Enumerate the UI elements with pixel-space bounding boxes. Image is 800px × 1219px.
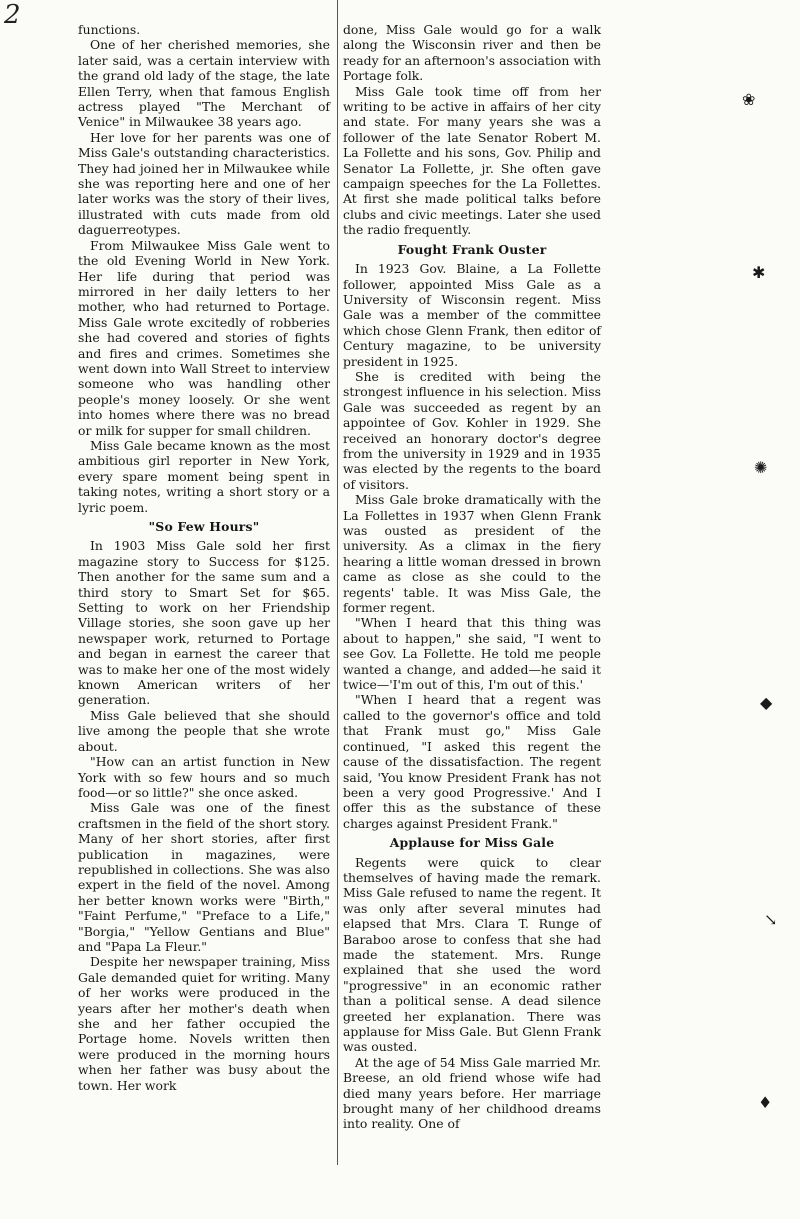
paragraph: She is credited with being the strongest influence in his selection. Miss Gale was succeeded as regent by an appointee of Gov. Kohler in 1929. She received an honorary doctor's degree from the university in 1929 and in 1935 was elected by the regents to the board of visitors. (343, 368, 601, 492)
paragraph: At the age of 54 Miss Gale married Mr. Breese, an old friend whose wife had died many years before. Her marriage brought many of her childhood dreams into reality. One of (343, 1054, 601, 1132)
column-divider (337, 0, 338, 1165)
ink-speck-icon: ◆ (760, 693, 773, 712)
page-number: 2 (4, 0, 21, 30)
right-column (343, 22, 601, 1132)
paragraph: functions. (78, 22, 141, 37)
section-heading: Applause for Miss Gale (389, 835, 555, 851)
ink-speck-icon: ↘ (764, 910, 778, 929)
paragraph: "When I heard that this thing was about to happen," she said, "I went to see Gov. La Follette. He told me people wanted a change, and added—he said it twice—'I'm out of this, I'm out of this.' (343, 615, 601, 693)
paragraph: Regents were quick to clear themselves of having made the remark. Miss Gale refused to name the regent. It was only after several minutes had elapsed that Mrs. Clara T. Runge of Baraboo arose to confess that she had made the statement. Mrs. Runge explained that she used the word "progressive" in an economic rather than a political sense. A dead silence greeted her explanation. There was applause for Miss Gale. But Glenn Frank was ousted. (343, 854, 601, 1055)
paragraph: Miss Gale believed that she should live among the people that she wrote about. (78, 707, 330, 754)
paragraph: done, Miss Gale would go for a walk along the Wisconsin river and then be ready for an afternoon's association with Portage folk. (343, 22, 601, 84)
paragraph: In 1923 Gov. Blaine, a La Follette follower, appointed Miss Gale as a University of Wisconsin regent. Miss Gale was a member of the committee which chose Glenn Frank, then editor of Century magazine, to be university president in 1925. (343, 261, 601, 369)
paragraph: Despite her newspaper training, Miss Gale demanded quiet for writing. Many of her works were produced in the years after her mother's death when she and her father occupied the Portage home. Novels written then were produced in the morning hours when her father was busy about the town. Her work (78, 954, 330, 1093)
paragraph: Miss Gale became known as the most ambitious girl reporter in New York, every spare moment being spent in taking notes, writing a short story or a lyric poem. (78, 437, 330, 515)
paragraph: "When I heard that a regent was called to the governor's office and told that Frank must go," Miss Gale continued, "I asked this regent the cause of the dissatisfaction. The regent said, 'You know President Frank has not been a very good Progressive.' And I offer this as the substance of these charges against President Frank." (343, 692, 601, 831)
section-heading: Fought Frank Ouster (397, 241, 547, 257)
paragraph: "How can an artist function in New York with so few hours and so much food—or so little?" she once asked. (78, 754, 330, 800)
ink-speck-icon: ✺ (754, 458, 768, 477)
paragraph: From Milwaukee Miss Gale went to the old Evening World in New York. Her life during that period was mirrored in her daily letters to her mother, who had returned to Portage. Miss Gale wrote excitedly of robberies she had covered and stories of fights and fires and crimes. Sometimes she went down into Wall Street to interview someone who was handling other people's money loosely. Or she went into homes where there was no bread or milk for supper for small children. (78, 237, 330, 438)
paragraph: Miss Gale took time off from her writing to be active in affairs of her city and state. For many years she was a follower of the late Senator Robert M. La Follette and his sons, Gov. Philip and Senator La Follette, jr. She often gave campaign speeches for the La Follettes. At first she made political talks before clubs and civic meetings. Later she used the radio frequently. (343, 83, 601, 238)
ink-speck-icon: ❀ (742, 90, 756, 109)
paragraph: Her love for her parents was one of Miss Gale's outstanding characteristics. They had joined her in Milwaukee while she was reporting here and one of her later works was the story of their lives, illustrated with cuts made from old daguerreotypes. (78, 129, 330, 238)
paragraph: One of her cherished memories, she later said, was a certain interview with the grand old lady of the stage, the late Ellen Terry, when that famous English actress played "The Merchant of Venice" in Milwaukee 38 years ago. (78, 37, 330, 130)
ink-speck-icon: ♦ (758, 1093, 773, 1112)
paragraph: Miss Gale broke dramatically with the La Follettes in 1937 when Glenn Frank was ousted as president of the university. As a climax in the fiery hearing a little woman dressed in brown came as close as she could to the regents' table. It was Miss Gale, the former regent. (343, 492, 601, 616)
ink-speck-icon: ✱ (752, 263, 766, 282)
section-heading: "So Few Hours" (148, 519, 260, 534)
paragraph: Miss Gale was one of the finest craftsmen in the field of the short story. Many of her short stories, after first publication in magazines, were republished in collections. She was also expert in the field of the novel. Among her better known works were "Birth," "Faint Perfume," "Preface to a Life," "Borgia," "Yellow Gentians and Blue" and "Papa La Fleur." (78, 800, 330, 954)
left-column (78, 22, 330, 1093)
paragraph: In 1903 Miss Gale sold her first magazine story to Success for $125. Then another for the same sum and a third story to Smart Set for $65. Setting to work on her Friendship Village stories, she soon gave up her newspaper work, returned to Portage and began in earnest the career that was to make her one of the most widely known American writers of her generation. (78, 538, 330, 708)
